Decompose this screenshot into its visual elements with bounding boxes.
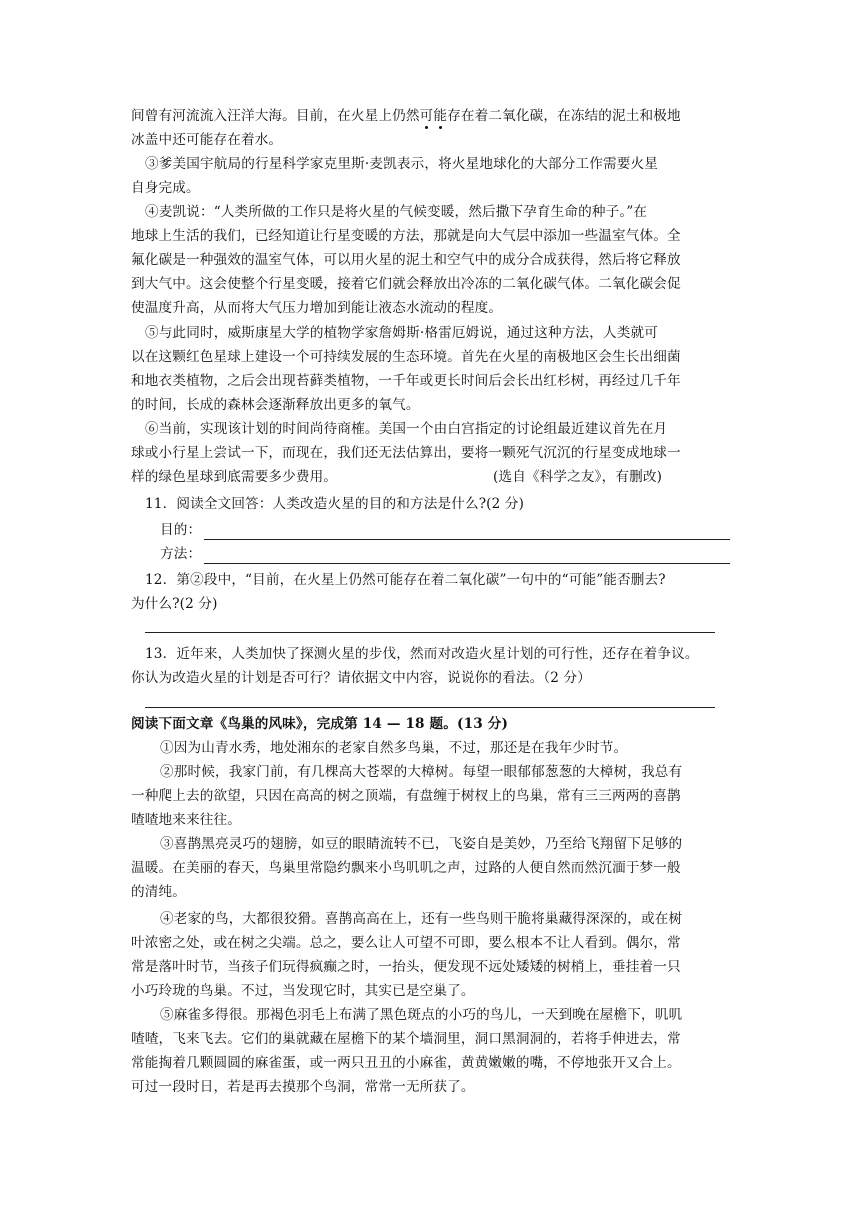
source-citation: (选自《科学之友》，有删改) (493, 469, 663, 485)
question-13-line: 13．近年来，人类加快了探测火星的步伐，然而对改造火星计划的可行性，还存在着争议。 (145, 646, 699, 662)
method-label: 方法： (160, 546, 202, 562)
paragraph-4-line: 使温度升高，从而将大气压力增加到能让液态水流动的程度。 (131, 300, 503, 316)
paragraph-6-line: ⑥当前，实现该计划的时间尚待商榷。美国一个由白宫指定的讨论组最近建议首先在月 (145, 421, 668, 437)
paragraph-2-line: 冰盖中还可能存在着水。 (131, 132, 283, 148)
question-12-line: 12．第②段中，“目前，在火星上仍然可能存在着二氧化碳”一句中的“可能”能否删去? (145, 572, 666, 588)
paragraph-2-line (131, 108, 681, 124)
paragraph-3-line: 温暖。在美丽的春天，鸟巢里常隐约飘来小鸟叽叽之声，过路的人便自然而然沉湎于梦一般 (131, 860, 681, 876)
paragraph-3-line: 自身完成。 (131, 180, 200, 196)
paragraph-2-line: 喳喳地来来往往。 (131, 812, 241, 828)
emphasized-char: 能 (433, 108, 448, 124)
paragraph-4-line: ④老家的鸟，大都很狡猾。喜鹊高高在上，还有一些鸟则干脆将巢藏得深深的，或在树 (160, 911, 683, 927)
paragraph-6-line: 样的绿色星球到底需要多少费用。 (131, 469, 338, 485)
text-run: 间曾有河流流入汪洋大海。目前，在火星上仍然 (131, 108, 420, 124)
paragraph-4-line: 氟化碳是一种强效的温室气体，可以用火星的泥土和空气中的成分合成获得，然后将它释放 (131, 252, 681, 268)
paragraph-4-line: 地球上生活的我们，已经知道让行星变暖的方法，那就是向大气层中添加一些温室气体。全 (131, 228, 681, 244)
purpose-label: 目的： (160, 522, 202, 538)
paragraph-5-line: 喳喳，飞来飞去。它们的巢就藏在屋檐下的某个墙洞里，洞口黑洞洞的，若将手伸进去，常 (131, 1031, 681, 1047)
paragraph-5-line: 常能掏着几颗圆圆的麻雀蛋，或一两只丑丑的小麻雀，黄黄嫩嫩的嘴，不停地张开又合上。 (131, 1055, 681, 1071)
text-run: 存在着二氧化碳，在冻结的泥土和极地 (447, 108, 681, 124)
paragraph-4-line: 常是落叶时节，当孩子们玩得疯癫之时，一抬头，便发现不远处矮矮的树梢上，垂挂着一只 (131, 959, 681, 975)
question-13-line: 你认为改造火星的计划是否可行？请依据文中内容，说说你的看法。（2 分） (131, 670, 592, 686)
question-11: 11．阅读全文回答：人类改造火星的目的和方法是什么?(2 分) (145, 496, 525, 512)
paragraph-5-line: 的时间，长成的森林会逐渐释放出更多的氧气。 (131, 397, 420, 413)
paragraph-5-line: 可过一段时日，若是再去摸那个鸟洞，常常一无所获了。 (131, 1079, 475, 1095)
paragraph-5-line: ⑤麻雀多得很。那褐色羽毛上布满了黑色斑点的小巧的鸟儿，一天到晚在屋檐下，叽叽 (160, 1007, 683, 1023)
paragraph-2-line: ②那时候，我家门前，有几棵高大苍翠的大樟树。每望一眼郁郁葱葱的大樟树，我总有 (160, 764, 683, 780)
question-12-line: 为什么?(2 分) (131, 596, 218, 612)
section-heading: 阅读下面文章《鸟巢的风味》，完成第 14 — 18 题。(13 分) (131, 716, 509, 732)
paragraph-4-line: 到大气中。这会使整个行星变暖，接着它们就会释放出冷冻的二氧化碳气体。二氧化碳会促 (131, 276, 681, 292)
paragraph-3-line: ③喜鹊黑亮灵巧的翅膀，如豆的眼睛流转不已，飞姿自是美妙，乃至给飞翔留下足够的 (160, 836, 683, 852)
answer-line-q12[interactable] (145, 632, 715, 633)
paragraph-4-line: ④麦凯说：“人类所做的工作只是将火星的气候变暖，然后撒下孕育生命的种子。”在 (145, 204, 648, 220)
paragraph-5-line: 和地衣类植物，之后会出现苔藓类植物，一千年或更长时间后会长出红杉树，再经过几千年 (131, 373, 681, 389)
paragraph-3-line: 的清纯。 (131, 884, 186, 900)
paragraph-3-line: ③爹美国宇航局的行星科学家克里斯·麦凯表示，将火星地球化的大部分工作需要火星 (145, 156, 658, 172)
paragraph-6-line: 球或小行星上尝试一下，而现在，我们还无法估算出，要将一颗死气沉沉的行星变成地球一 (131, 445, 681, 461)
answer-line-purpose[interactable] (204, 539, 730, 540)
paragraph-4-line: 叶浓密之处，或在树之尖端。总之，要么让人可望不可即，要么根本不让人看到。偶尔，常 (131, 935, 681, 951)
paragraph-5-line: ⑤与此同时，威斯康星大学的植物学家詹姆斯·格雷厄姆说，通过这种方法，人类就可 (145, 325, 658, 341)
answer-line-q13[interactable] (145, 707, 715, 708)
paragraph-2-line: 一种爬上去的欲望，只因在高高的树之顶端，有盘缠于树杈上的鸟巢，常有三三两两的喜鹊 (131, 788, 681, 804)
answer-line-method[interactable] (204, 563, 730, 564)
paragraph-5-line: 以在这颗红色星球上建设一个可持续发展的生态环境。首先在火星的南极地区会生长出细菌 (131, 349, 681, 365)
paragraph-1-line: ①因为山青水秀，地处湘东的老家自然多鸟巢，不过，那还是在我年少时节。 (160, 740, 628, 756)
paragraph-4-line: 小巧玲珑的鸟巢。不过，当发现它时，其实已是空巢了。 (131, 983, 475, 999)
emphasized-char: 可 (419, 108, 434, 124)
